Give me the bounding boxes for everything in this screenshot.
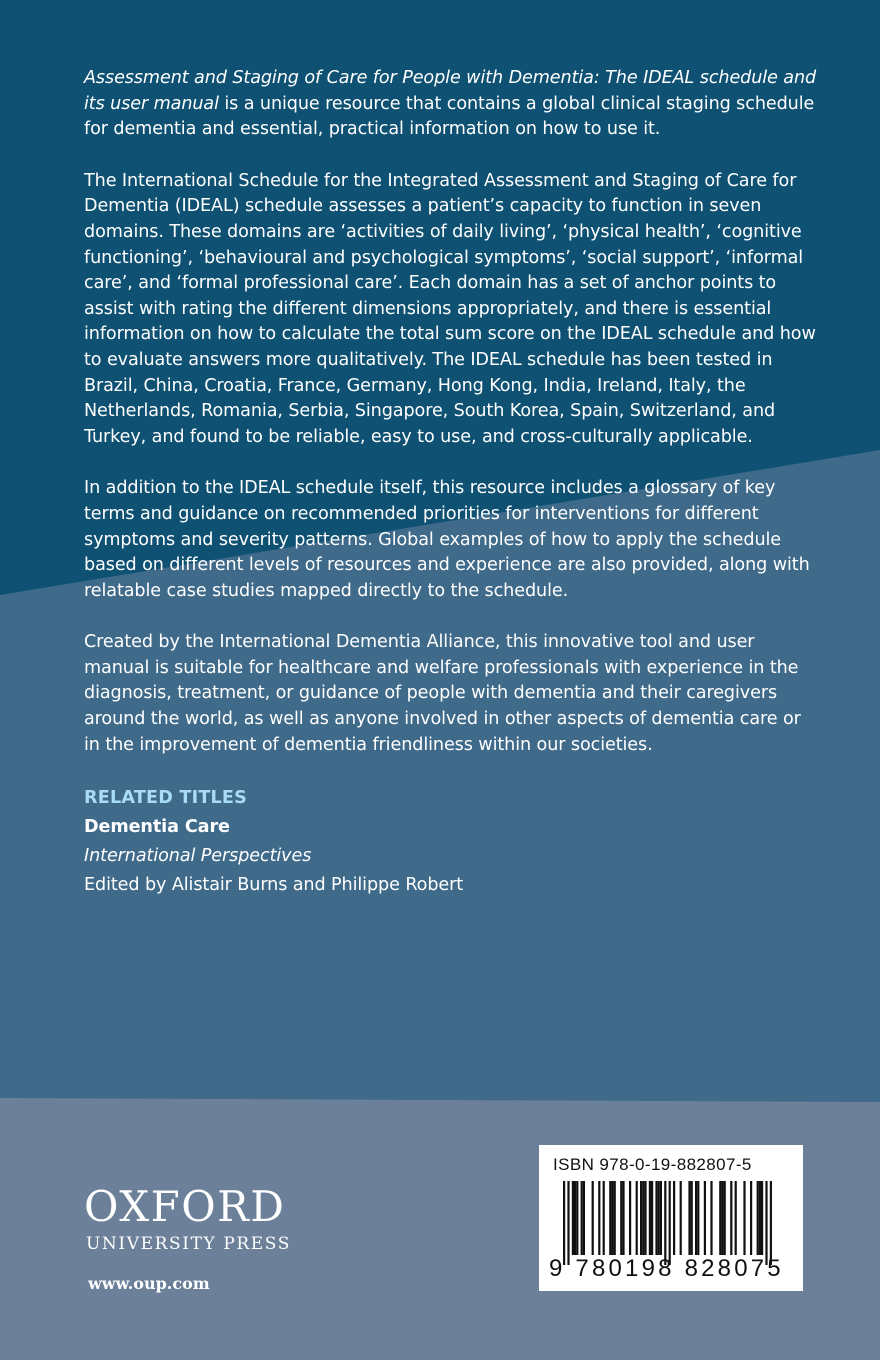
barcode-bar <box>574 1181 576 1255</box>
related-titles-heading: RELATED TITLES <box>84 788 248 809</box>
barcode-bar <box>642 1181 644 1255</box>
intro-text: is a unique resource that contains a global clinical staging schedule for dementia and essential, practical information on how to use it. <box>84 93 815 140</box>
barcode-bar <box>695 1181 697 1255</box>
barcode-bar <box>644 1181 646 1255</box>
oxford-logo: OXFORD <box>84 1182 286 1231</box>
barcode-bar <box>757 1181 759 1255</box>
university-press-logo: UNIVERSITY PRESS <box>86 1234 291 1254</box>
barcode-bar <box>609 1181 611 1255</box>
barcode-bar <box>743 1181 745 1255</box>
barcode-bar <box>649 1181 651 1255</box>
barcode-bar <box>770 1181 772 1265</box>
barcode-bar <box>598 1181 600 1255</box>
barcode-bar <box>735 1181 737 1255</box>
barcode-bar <box>581 1181 583 1255</box>
barcode-bar <box>759 1181 761 1255</box>
barcode-bar <box>664 1181 666 1265</box>
barcode-bar <box>620 1181 622 1255</box>
barcode-bar <box>688 1181 690 1255</box>
related-book-editors: Edited by Alistair Burns and Philippe Robert <box>84 875 464 896</box>
related-book-subtitle: International Perspectives <box>84 846 312 867</box>
barcode-bar <box>680 1181 682 1255</box>
related-book-title: Dementia Care <box>84 817 230 838</box>
barcode-bar <box>622 1181 624 1255</box>
barcode-bar <box>724 1181 726 1255</box>
barcode-bar <box>658 1181 660 1255</box>
isbn-barcode <box>539 1145 803 1291</box>
intro-paragraph <box>84 66 820 143</box>
barcode-bar <box>761 1181 763 1255</box>
barcode-bar <box>636 1181 638 1255</box>
book-title-italic: Assessment and Staging of Care for People with Dementia: The IDEAL schedule and its user manual <box>84 68 817 114</box>
barcode-bar <box>583 1181 585 1255</box>
barcode-bar <box>721 1181 723 1255</box>
domains-paragraph: The International Schedule for the Integrated Assessment and Staging of Care for Dementia (IDEAL) schedule assesses a patient’s capacity to function in seven domains. These domains are ‘activities of daily living’, ‘physical health’, ‘cognitive functioning’, ‘behavioural and psychological symptoms’, ‘social support’, ‘informal care’, and ‘formal professional care’. Each domain has a set of anchor points to assist with rating the different dimensions appropriately, and there is essential information on how to calculate the total sum score on the IDEAL schedule and how to evaluate answers more qualitatively. The IDEAL schedule has been tested in Brazil, China, Croatia, France, Germany, Hong Kong, India, Ireland, Italy, the Netherlands, Romania, Serbia, Singapore, South Korea, Spain, Switzerland, and Turkey, and found to be reliable, easy to use, and cross-culturally applicable. <box>84 170 816 447</box>
barcode-bar <box>614 1181 616 1255</box>
barcode-bar <box>710 1181 712 1255</box>
barcode-bar <box>750 1181 752 1255</box>
ean-digits: 9 780198 828075 <box>549 1255 784 1282</box>
barcode-bar <box>567 1181 569 1265</box>
barcode-bar <box>655 1181 657 1255</box>
back-cover-text <box>84 66 820 900</box>
barcode-bar <box>576 1181 578 1255</box>
resource-paragraph: In addition to the IDEAL schedule itself, this resource includes a glossary of key terms and guidance on recommended priorities for interventions for different symptoms and severity patterns. Global examples of how to apply the schedule based on different levels of resources and experience are also provided, along with relatable case studies mapped directly to the schedule. <box>84 478 810 601</box>
barcode-bar <box>640 1181 642 1255</box>
audience-paragraph: Created by the International Dementia Alliance, this innovative tool and user manual is suitable for healthcare and welfare professionals with experience in the diagnosis, treatment, or guidance of people with dementia and their caregivers around the world, as well as anyone involved in other aspects of dementia care or in the improvement of dementia friendliness within our societies. <box>84 632 801 755</box>
barcode-bar <box>592 1181 594 1255</box>
barcode-bar <box>629 1181 631 1255</box>
isbn-label: ISBN 978-0-19-882807-5 <box>553 1155 752 1174</box>
barcode-bar <box>563 1181 565 1265</box>
barcode-bar <box>719 1181 721 1255</box>
barcode-bar <box>572 1181 574 1255</box>
barcode-bar <box>660 1181 662 1255</box>
barcode-bar <box>673 1181 675 1255</box>
barcode-bar <box>704 1181 706 1255</box>
barcode-bar <box>669 1181 671 1265</box>
barcode-bar <box>765 1181 767 1265</box>
barcode-bar <box>611 1181 613 1255</box>
barcode-bar <box>691 1181 693 1255</box>
barcode-bar <box>651 1181 653 1255</box>
barcode-bar <box>730 1181 732 1255</box>
barcode-bar <box>697 1181 699 1255</box>
publisher-website[interactable]: www.oup.com <box>88 1274 210 1293</box>
barcode-bar <box>603 1181 605 1255</box>
